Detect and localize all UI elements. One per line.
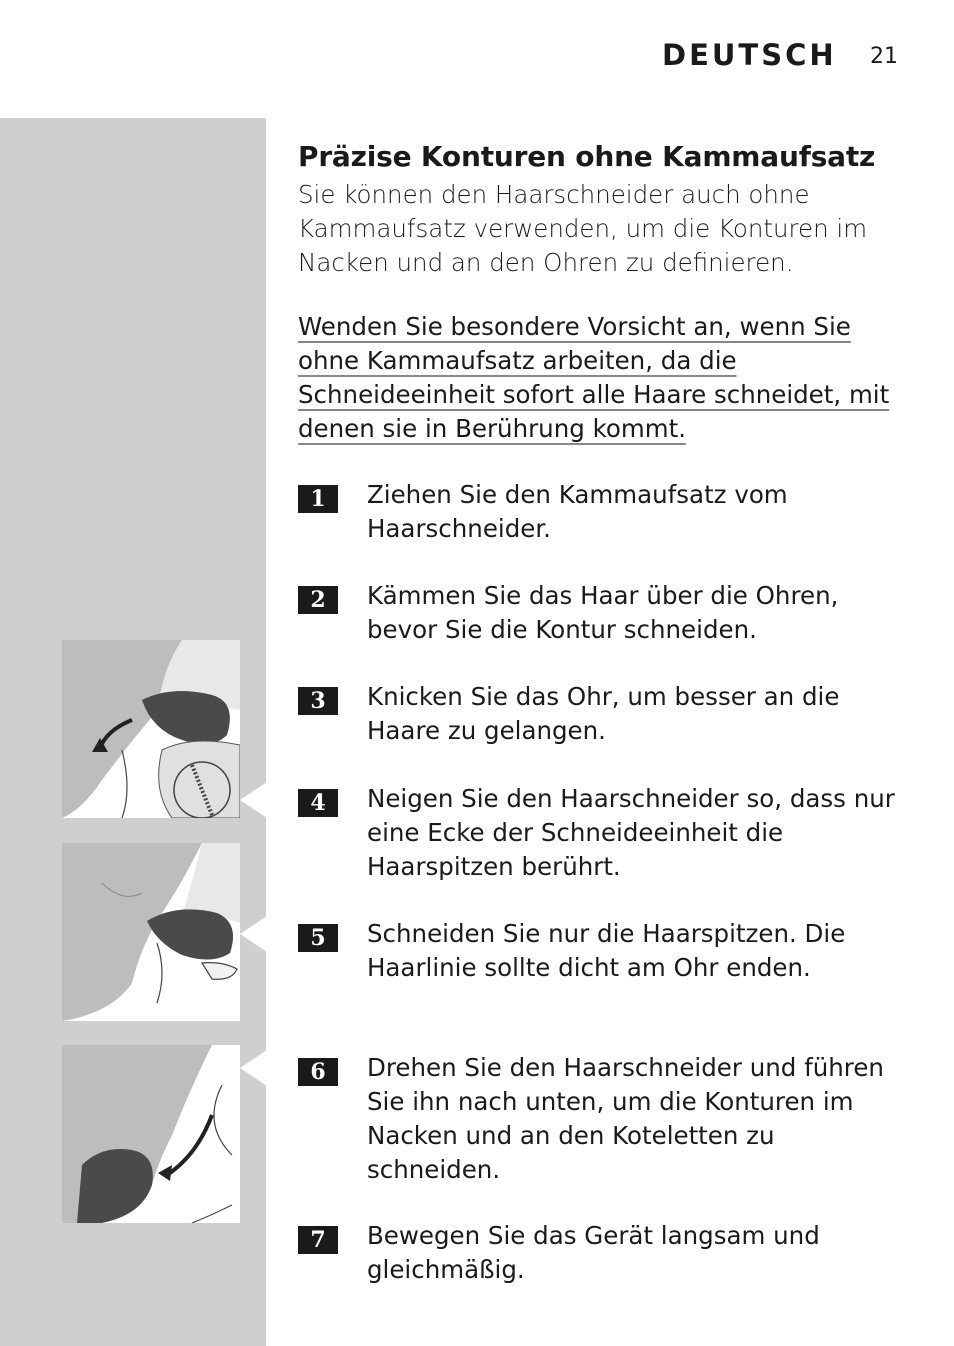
step-line: gleichmäßig. (367, 1255, 525, 1284)
page-number: 21 (870, 44, 898, 69)
step-number: 5 (298, 924, 338, 952)
step-line: Kämmen Sie das Haar über die Ohren, (367, 581, 839, 610)
step-line: Haarlinie sollte dicht am Ohr enden. (367, 953, 811, 982)
step-line: Drehen Sie den Haarschneider und führen (367, 1053, 884, 1082)
step-text (367, 917, 907, 985)
step-number: 2 (298, 586, 338, 614)
step-line: Bewegen Sie das Gerät langsam und (367, 1221, 820, 1250)
step-text (367, 680, 907, 748)
step-text (367, 782, 907, 884)
intro-line: Kammaufsatz verwenden, um die Konturen im (298, 214, 868, 243)
step-line: schneiden. (367, 1155, 501, 1184)
step-text (367, 579, 907, 647)
intro-line: Nacken und an den Ohren zu definieren. (298, 248, 794, 277)
illustration-tilt-trimmer (62, 843, 240, 1021)
step-line: Haarspitzen berührt. (367, 852, 621, 881)
illustration-pointer (240, 782, 267, 818)
step-number: 1 (298, 485, 338, 513)
intro-paragraph (298, 178, 898, 280)
step-line: Haare zu gelangen. (367, 716, 606, 745)
step-number: 7 (298, 1226, 338, 1254)
warning-line: ohne Kammaufsatz arbeiten, da die (298, 346, 737, 375)
step-line: Neigen Sie den Haarschneider so, dass nur (367, 784, 895, 813)
step-line: Sie ihn nach unten, um die Konturen im (367, 1087, 854, 1116)
step-text (367, 1219, 907, 1287)
step-text (367, 478, 907, 546)
step-line: Knicken Sie das Ohr, um besser an die (367, 682, 840, 711)
step-number: 4 (298, 789, 338, 817)
warning-paragraph (298, 310, 898, 446)
intro-line: Sie können den Haarschneider auch ohne (298, 180, 810, 209)
section-title: Präzise Konturen ohne Kammaufsatz (298, 140, 876, 173)
illustration-neck-contour (62, 1045, 240, 1223)
section-content (298, 136, 898, 280)
step-number: 3 (298, 687, 338, 715)
illustration-ear-fold (62, 640, 240, 818)
step-line: Nacken und an den Koteletten zu (367, 1121, 775, 1150)
language-header: DEUTSCH (662, 38, 837, 72)
step-line: Ziehen Sie den Kammaufsatz vom (367, 480, 788, 509)
step-number: 6 (298, 1058, 338, 1086)
step-text (367, 1051, 907, 1187)
illustration-pointer (240, 916, 267, 952)
step-line: Haarschneider. (367, 514, 551, 543)
warning-line: denen sie in Berührung kommt. (298, 414, 687, 443)
step-line: Schneiden Sie nur die Haarspitzen. Die (367, 919, 846, 948)
step-line: bevor Sie die Kontur schneiden. (367, 615, 757, 644)
step-line: eine Ecke der Schneideeinheit die (367, 818, 784, 847)
warning-line: Wenden Sie besondere Vorsicht an, wenn Sie (298, 312, 851, 341)
illustration-pointer (240, 1050, 267, 1086)
warning-line: Schneideeinheit sofort alle Haare schneidet, mit (298, 380, 890, 409)
